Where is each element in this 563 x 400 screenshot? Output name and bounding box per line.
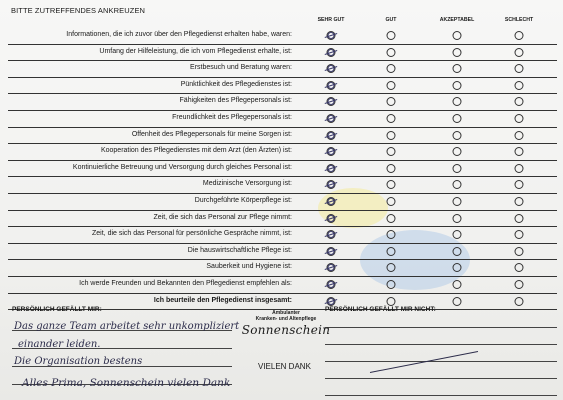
rating-question: Kontinuierliche Betreuung und Versorgung durch gleiches Personal ist: bbox=[72, 163, 292, 171]
handwritten-line-1: Das ganze Team arbeitet sehr unkompliziert bbox=[14, 321, 240, 332]
radio-gut[interactable] bbox=[387, 81, 396, 90]
radio-schlecht[interactable] bbox=[515, 164, 524, 173]
radio-sehr-gut[interactable] bbox=[327, 197, 336, 206]
radio-gut[interactable] bbox=[387, 263, 396, 272]
disliked-line bbox=[325, 378, 557, 379]
logo-line-1: Ambulanter bbox=[272, 310, 300, 316]
rating-question: Pünktlichkeit des Pflegedienstes ist: bbox=[180, 80, 292, 88]
column-header-sehr-gut: SEHR GUT bbox=[317, 17, 345, 23]
radio-akzeptabel[interactable] bbox=[453, 81, 462, 90]
radio-schlecht[interactable] bbox=[515, 64, 524, 73]
radio-gut[interactable] bbox=[387, 280, 396, 289]
disliked-line bbox=[325, 361, 557, 362]
radio-gut[interactable] bbox=[387, 114, 396, 123]
radio-sehr-gut[interactable] bbox=[327, 81, 336, 90]
rating-question: Durchgeführte Körperpflege ist: bbox=[194, 196, 292, 204]
rating-question: Erstbesuch und Beratung waren: bbox=[190, 64, 292, 72]
radio-sehr-gut[interactable] bbox=[327, 97, 336, 106]
radio-sehr-gut[interactable] bbox=[327, 64, 336, 73]
rating-question: Ich beurteile den Pflegedienst insgesamt: bbox=[153, 296, 292, 304]
radio-schlecht[interactable] bbox=[515, 147, 524, 156]
rating-row bbox=[8, 128, 557, 145]
radio-schlecht[interactable] bbox=[515, 263, 524, 272]
rating-question: Umfang der Hilfeleistung, die ich vom Pflegedienst erhalte, ist: bbox=[99, 47, 292, 55]
rating-row bbox=[8, 111, 557, 128]
radio-sehr-gut[interactable] bbox=[327, 147, 336, 156]
radio-akzeptabel[interactable] bbox=[453, 297, 462, 306]
radio-gut[interactable] bbox=[387, 31, 396, 40]
logo-name: Sonnenschein bbox=[241, 323, 331, 337]
radio-akzeptabel[interactable] bbox=[453, 64, 462, 73]
rating-row bbox=[8, 45, 557, 62]
radio-sehr-gut[interactable] bbox=[327, 230, 336, 239]
radio-gut[interactable] bbox=[387, 230, 396, 239]
rating-row bbox=[8, 277, 557, 294]
radio-schlecht[interactable] bbox=[515, 280, 524, 289]
handwritten-line-2: einander leiden. bbox=[18, 339, 101, 350]
radio-akzeptabel[interactable] bbox=[453, 247, 462, 256]
radio-sehr-gut[interactable] bbox=[327, 180, 336, 189]
radio-schlecht[interactable] bbox=[515, 247, 524, 256]
radio-schlecht[interactable] bbox=[515, 97, 524, 106]
radio-sehr-gut[interactable] bbox=[327, 214, 336, 223]
radio-gut[interactable] bbox=[387, 131, 396, 140]
radio-akzeptabel[interactable] bbox=[453, 97, 462, 106]
rating-question: Informationen, die ich zuvor über den Pflegedienst erhalten habe, waren: bbox=[66, 31, 292, 38]
radio-schlecht[interactable] bbox=[515, 114, 524, 123]
radio-akzeptabel[interactable] bbox=[453, 31, 462, 40]
radio-sehr-gut[interactable] bbox=[327, 280, 336, 289]
rating-row bbox=[8, 61, 557, 78]
column-header-akzeptabel: AKZEPTABEL bbox=[439, 17, 475, 23]
radio-akzeptabel[interactable] bbox=[453, 214, 462, 223]
rating-row bbox=[8, 94, 557, 111]
rating-row bbox=[8, 28, 557, 45]
rating-question: Ich werde Freunden und Bekannten den Pflegedienst empfehlen als: bbox=[79, 279, 292, 287]
radio-schlecht[interactable] bbox=[515, 214, 524, 223]
radio-sehr-gut[interactable] bbox=[327, 114, 336, 123]
disliked-line bbox=[325, 395, 557, 396]
radio-sehr-gut[interactable] bbox=[327, 247, 336, 256]
rating-row bbox=[8, 260, 557, 277]
rating-row bbox=[8, 78, 557, 95]
radio-gut[interactable] bbox=[387, 297, 396, 306]
rating-row bbox=[8, 144, 557, 161]
radio-schlecht[interactable] bbox=[515, 48, 524, 57]
disliked-label: PERSÖNLICH GEFÄLLT MIR NICHT: bbox=[325, 306, 436, 313]
radio-schlecht[interactable] bbox=[515, 297, 524, 306]
rating-question: Zeit, die sich das Personal zur Pflege nimmt: bbox=[153, 213, 292, 221]
radio-schlecht[interactable] bbox=[515, 197, 524, 206]
company-logo bbox=[241, 310, 331, 337]
rating-row bbox=[8, 211, 557, 228]
handwritten-line-3: Die Organisation bestens bbox=[14, 356, 143, 367]
radio-schlecht[interactable] bbox=[515, 31, 524, 40]
radio-gut[interactable] bbox=[387, 180, 396, 189]
radio-akzeptabel[interactable] bbox=[453, 263, 462, 272]
radio-gut[interactable] bbox=[387, 97, 396, 106]
rating-question: Die hauswirtschaftliche Pflege ist: bbox=[187, 246, 292, 254]
radio-gut[interactable] bbox=[387, 64, 396, 73]
radio-sehr-gut[interactable] bbox=[327, 297, 336, 306]
radio-akzeptabel[interactable] bbox=[453, 180, 462, 189]
liked-label: PERSÖNLICH GEFÄLLT MIR: bbox=[12, 306, 102, 313]
rating-question: Fähigkeiten des Pflegepersonals ist: bbox=[179, 97, 292, 105]
rating-table bbox=[8, 28, 557, 310]
column-header-gut: GUT bbox=[385, 17, 397, 23]
strike-through-stroke bbox=[370, 351, 478, 373]
handwritten-line-4: Alles Prima, Sonnenschein vielen Dank bbox=[22, 377, 231, 389]
radio-schlecht[interactable] bbox=[515, 230, 524, 239]
rating-question: Zeit, die sich das Personal für persönliche Gespräche nimmt, ist: bbox=[92, 230, 292, 238]
column-header-schlecht: SCHLECHT bbox=[504, 17, 534, 23]
radio-sehr-gut[interactable] bbox=[327, 263, 336, 272]
disliked-line bbox=[325, 344, 557, 345]
radio-sehr-gut[interactable] bbox=[327, 131, 336, 140]
radio-akzeptabel[interactable] bbox=[453, 131, 462, 140]
radio-akzeptabel[interactable] bbox=[453, 197, 462, 206]
disliked-line bbox=[325, 327, 557, 328]
rating-row bbox=[8, 244, 557, 261]
radio-gut[interactable] bbox=[387, 214, 396, 223]
rating-question: Offenheit des Pflegepersonals für meine Sorgen ist: bbox=[131, 130, 292, 138]
radio-akzeptabel[interactable] bbox=[453, 164, 462, 173]
radio-sehr-gut[interactable] bbox=[327, 48, 336, 57]
rating-row bbox=[8, 161, 557, 178]
rating-question: Kooperation des Pflegedienstes mit dem Arzt (den Ärzten) ist: bbox=[100, 147, 292, 155]
radio-gut[interactable] bbox=[387, 147, 396, 156]
rating-question: Medizinische Versorgung ist: bbox=[202, 180, 292, 188]
radio-akzeptabel[interactable] bbox=[453, 147, 462, 156]
radio-gut[interactable] bbox=[387, 48, 396, 57]
rating-row bbox=[8, 194, 557, 211]
radio-akzeptabel[interactable] bbox=[453, 230, 462, 239]
radio-gut[interactable] bbox=[387, 197, 396, 206]
thanks-text: VIELEN DANK bbox=[258, 362, 311, 371]
rating-row bbox=[8, 177, 557, 194]
rating-row bbox=[8, 227, 557, 244]
radio-akzeptabel[interactable] bbox=[453, 114, 462, 123]
radio-gut[interactable] bbox=[387, 247, 396, 256]
radio-schlecht[interactable] bbox=[515, 81, 524, 90]
radio-schlecht[interactable] bbox=[515, 180, 524, 189]
logo-line-2: Kranken- und Altenpflege bbox=[255, 316, 317, 322]
radio-sehr-gut[interactable] bbox=[327, 164, 336, 173]
radio-akzeptabel[interactable] bbox=[453, 48, 462, 57]
rating-question: Sauberkeit und Hygiene ist: bbox=[206, 263, 292, 271]
radio-gut[interactable] bbox=[387, 164, 396, 173]
radio-sehr-gut[interactable] bbox=[327, 31, 336, 40]
form-title: BITTE ZUTREFFENDES ANKREUZEN bbox=[11, 6, 146, 15]
radio-akzeptabel[interactable] bbox=[453, 280, 462, 289]
rating-question: Freundlichkeit des Pflegepersonals ist: bbox=[172, 113, 292, 121]
radio-schlecht[interactable] bbox=[515, 131, 524, 140]
